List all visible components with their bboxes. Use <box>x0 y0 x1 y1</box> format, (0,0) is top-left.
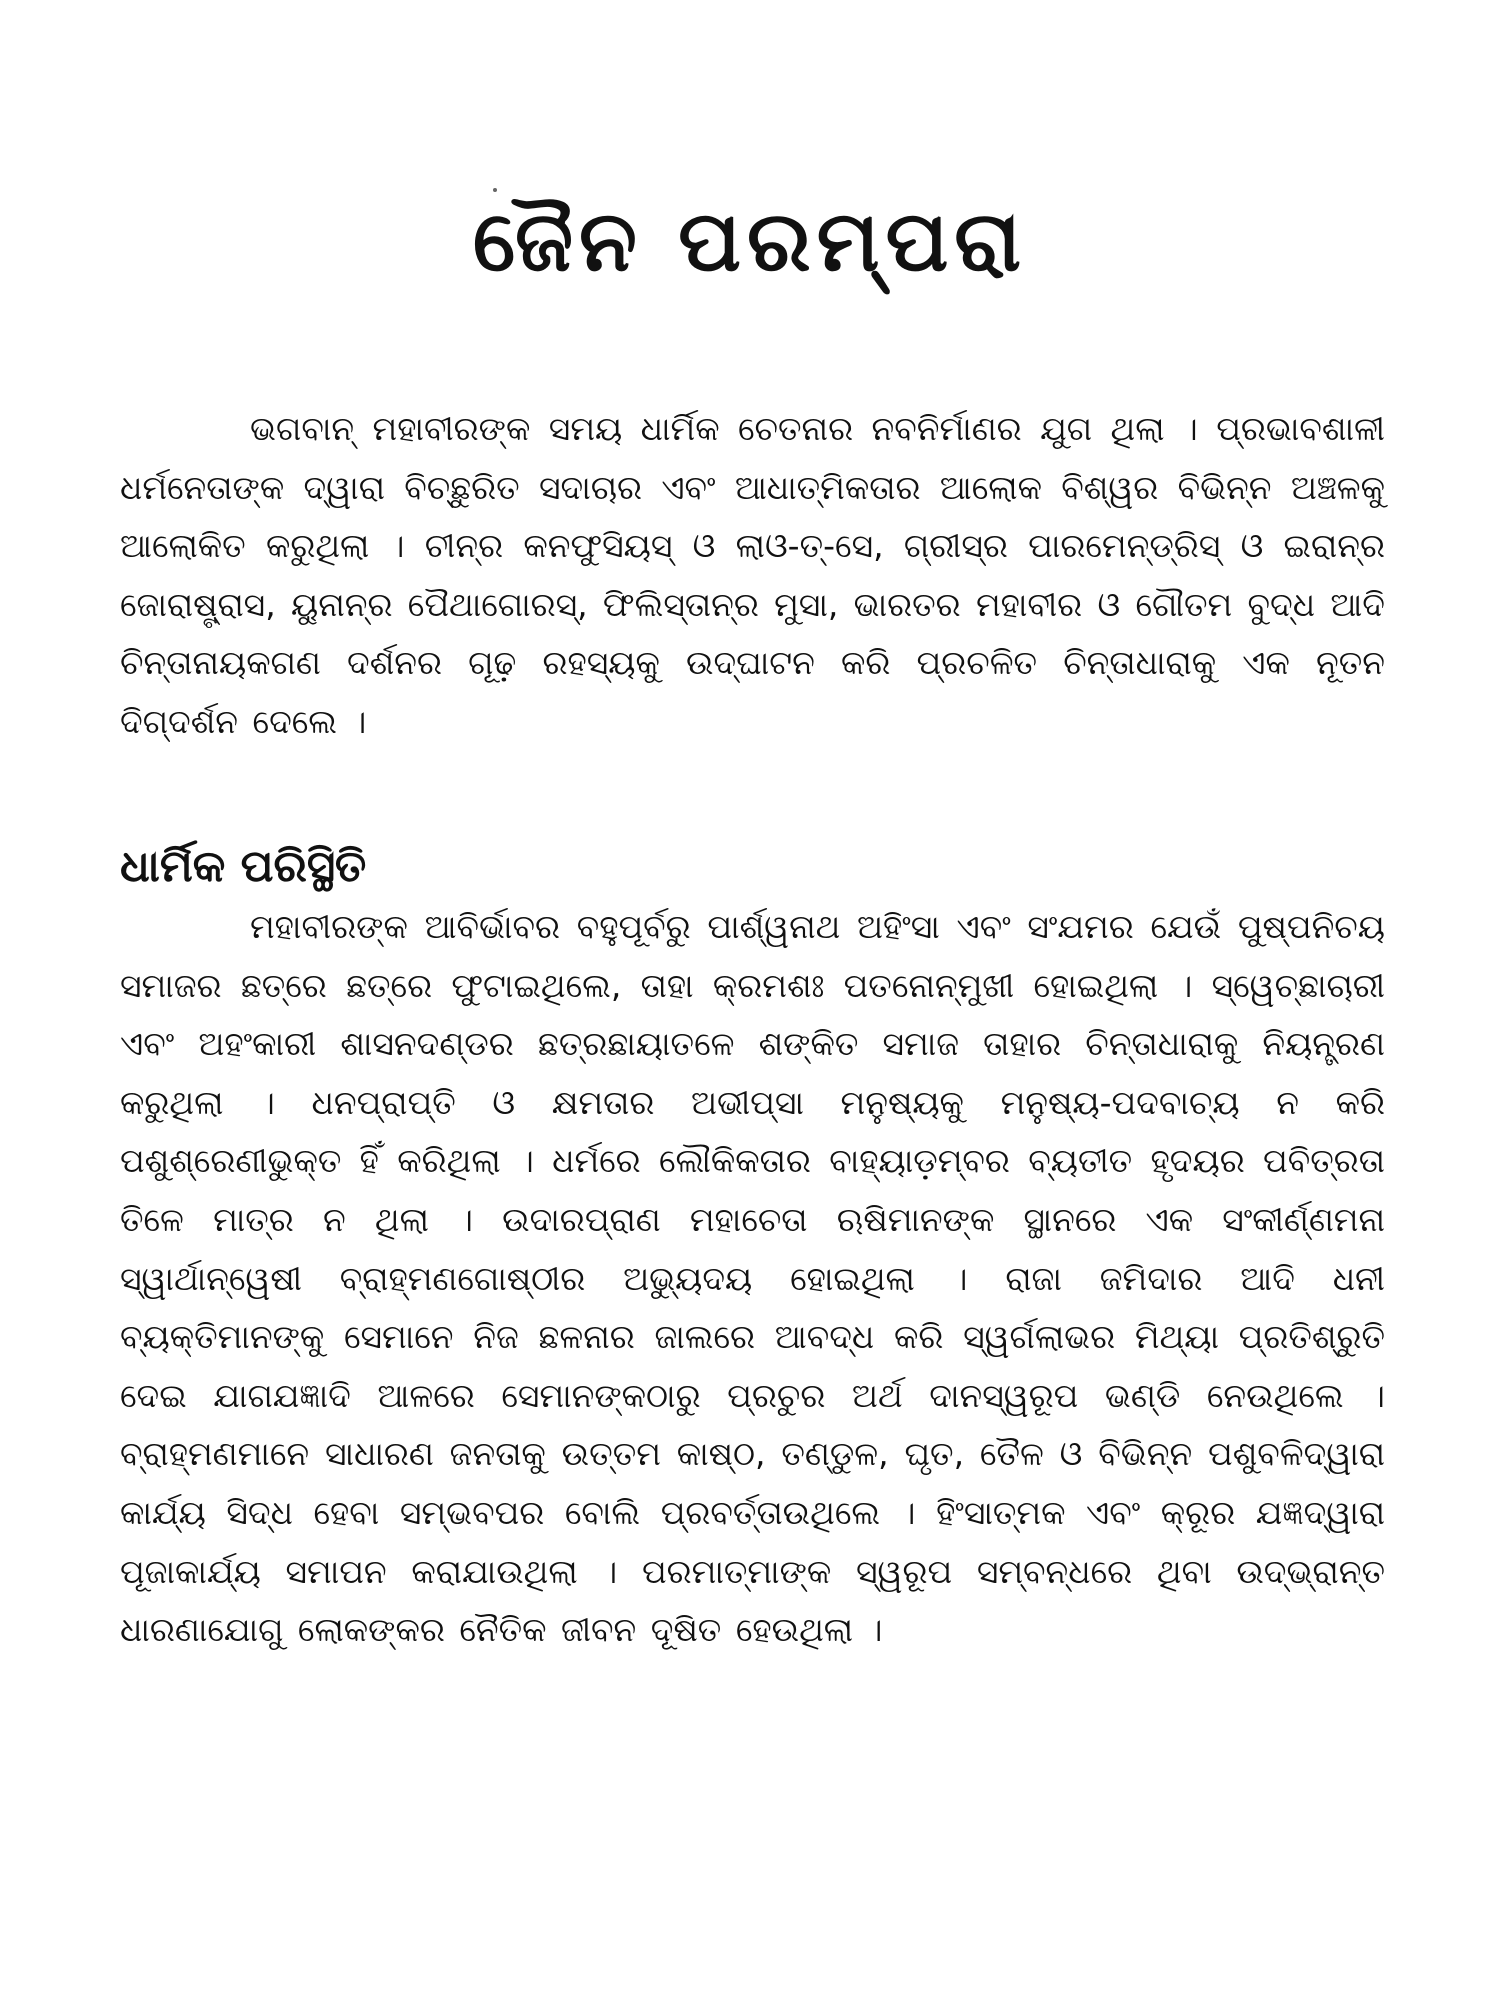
page-title: ଜୈନ ପରମ୍ପରା <box>472 192 1028 291</box>
section-heading: ଧାର୍ମିକ ପରିସ୍ଥିତି <box>120 840 367 892</box>
intro-paragraph: ଭଗବାନ୍ ମହାବୀରଙ୍କ ସମୟ ଧାର୍ମିକ ଚେତନାର ନବନିର୍ମାଣର ଯୁଗ ଥିଲା । ପ୍ରଭାବଶାଳୀ ଧର୍ମନେତାଙ୍କ ଦ୍ୱାରା ବିଚ୍ଛୁରିତ ସଦାଚାର ଏବଂ ଆଧାତ୍ମିକତାର ଆଲୋକ ବିଶ୍ୱର ବିଭିନ୍ନ ଅଞ୍ଚଳକୁ ଆଲୋକିତ କରୁଥିଲା । ଚୀନ୍‌ର କନଫୁସିୟସ୍ ଓ ଲାଓ-ତ୍-ସେ, ଗ୍ରୀସ୍‌ର ପାରମେନ୍‌ଡ୍ରିସ୍ ଓ ଇରାନ୍‌ର ଜୋରାଷ୍ଟ୍ରାସ, ୟୁନାନ୍‌ର ପୈଥାଗୋରସ୍, ଫିଲିସ୍ତାନ୍‌ର ମୁସା, ଭାରତର ମହାବୀର ଓ ଗୌତମ ବୁଦ୍ଧ ଆଦି ଚିନ୍ତାନାୟକଗଣ ଦର୍ଶନର ଗୂଢ଼ ରହସ୍ୟକୁ ଉଦ୍‌ଘାଟନ କରି ପ୍ରଚଳିତ ଚିନ୍ତାଧାରାକୁ ଏକ ନୂତନ ଦିଗ୍‌ଦର୍ଶନ ଦେଲେ । <box>120 409 1385 741</box>
religious-situation-section <box>120 898 1385 1660</box>
intro-section <box>120 400 1385 752</box>
religious-situation-paragraph: ମହାବୀରଙ୍କ ଆବିର୍ଭାବର ବହୁପୂର୍ବରୁ ପାର୍ଶ୍ୱନାଥ ଅହିଂସା ଏବଂ ସଂଯମର ଯେଉଁ ପୁଷ୍ପନିଚୟ ସମାଜର ଛତ୍ରେ ଛତ୍ରେ ଫୁଟାଇଥିଲେ, ତାହା କ୍ରମଶଃ ପତନୋନ୍ମୁଖୀ ହୋଇଥିଲା । ସ୍ୱେଚ୍ଛାଚାରୀ ଏବଂ ଅହଂକାରୀ ଶାସନଦଣ୍ଡର ଛତ୍ରଛାୟାତଳେ ଶଙ୍କିତ ସମାଜ ତାହାର ଚିନ୍ତାଧାରାକୁ ନିୟନ୍ତ୍ରଣ କରୁଥିଲା । ଧନପ୍ରାପ୍ତି ଓ କ୍ଷମତାର ଅଭୀପ୍ସା ମନୁଷ୍ୟକୁ ମନୁଷ୍ୟ-ପଦବାଚ୍ୟ ନ କରି ପଶୁଶ୍ରେଣୀଭୁକ୍ତ ହିଁ କରିଥିଲା । ଧର୍ମରେ ଲୌକିକତାର ବାହ୍ୟାଡ଼ମ୍ବର ବ୍ୟତୀତ ହୃଦୟର ପବିତ୍ରତା ତିଳେ ମାତ୍ର ନ ଥିଲା । ଉଦାରପ୍ରାଣ ମହାଚେତା ଋଷିମାନଙ୍କ ସ୍ଥାନରେ ଏକ ସଂକୀର୍ଣ୍ଣମନା ସ୍ୱାର୍ଥାନ୍ୱେଷୀ ବ୍ରାହ୍ମଣଗୋଷ୍ଠୀର ଅଭ୍ୟୁଦୟ ହୋଇଥିଲା । ରାଜା ଜମିଦାର ଆଦି ଧନୀ ବ୍ୟକ୍ତିମାନଙ୍କୁ ସେମାନେ ନିଜ ଛଳନାର ଜାଲରେ ଆବଦ୍ଧ କରି ସ୍ୱର୍ଗଲାଭର ମିଥ୍ୟା ପ୍ରତିଶ୍ରୁତି ଦେଇ ଯାଗଯଜ୍ଞାଦି ଆଳରେ ସେମାନଙ୍କଠାରୁ ପ୍ରଚୁର ଅର୍ଥ ଦାନସ୍ୱରୂପ ଭଣ୍ଡି ନେଉଥିଲେ । ବ୍ରାହ୍ମଣମାନେ ସାଧାରଣ ଜନତାକୁ ଉତ୍ତମ କାଷ୍ଠ, ତଣ୍ଡୁଳ, ଘୃତ, ତୈଳ ଓ ବିଭିନ୍ନ ପଶୁବଳିଦ୍ୱାରା କାର୍ଯ୍ୟ ସିଦ୍ଧ ହେବା ସମ୍ଭବପର ବୋଲି ପ୍ରବର୍ତ୍ତାଉଥିଲେ । ହିଂସାତ୍ମକ ଏବଂ କ୍ରୂର ଯଜ୍ଞଦ୍ୱାରା ପୂଜାକାର୍ଯ୍ୟ ସମାପନ କରାଯାଉଥିଲା । ପରମାତ୍ମାଙ୍କ ସ୍ୱରୂପ ସମ୍ବନ୍ଧରେ ଥିବା ଉଦ୍‌ଭ୍ରାନ୍ତ ଧାରଣାଯୋଗୁ ଲୋକଙ୍କର ନୈତିକ ଜୀବନ ଦୂଷିତ ହେଉଥିଲା । <box>120 907 1385 1650</box>
